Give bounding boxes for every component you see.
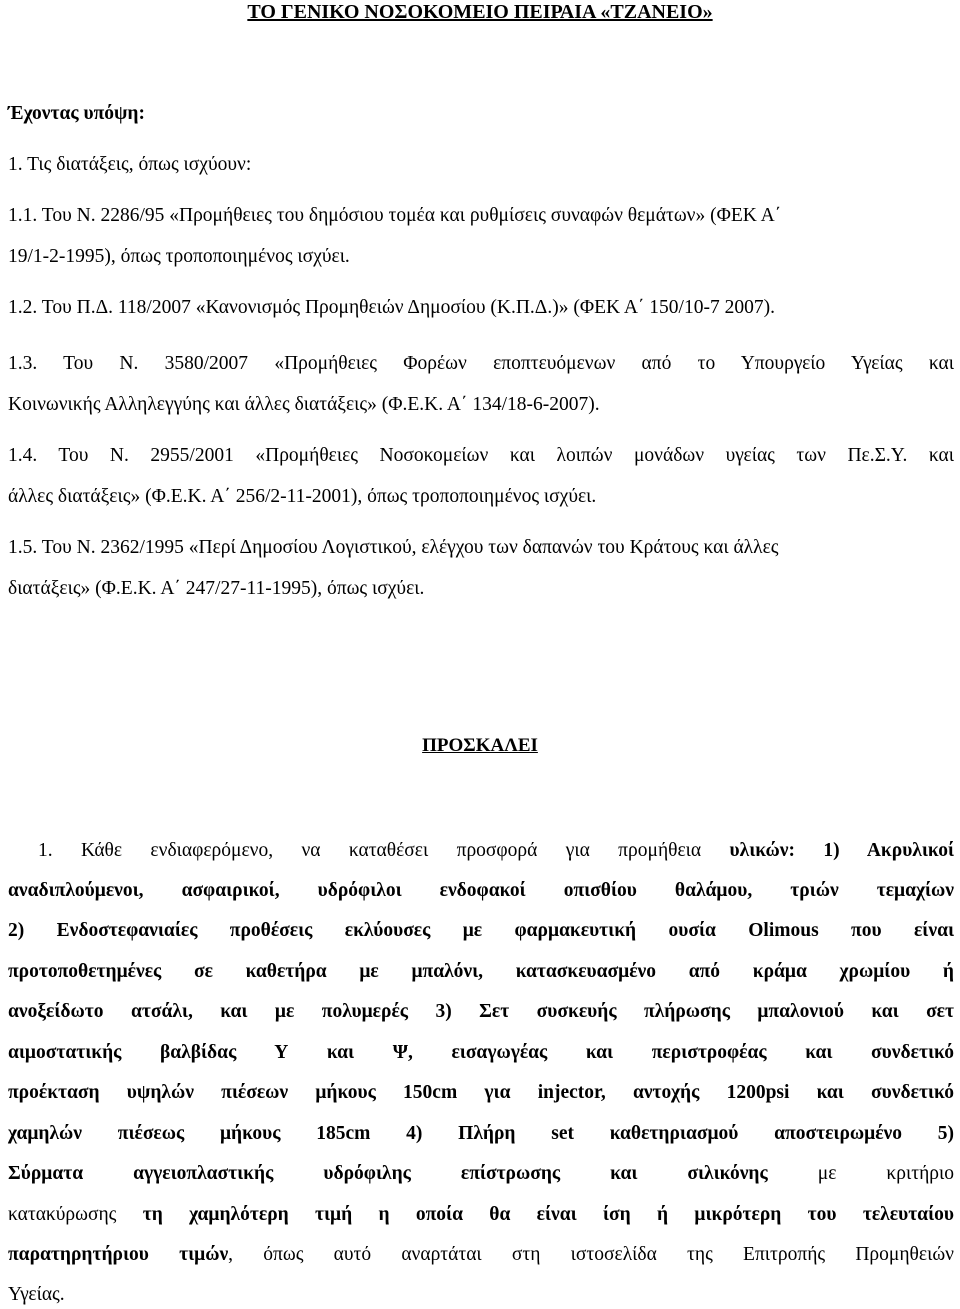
invite-row-7: προέκταση υψηλών πιέσεων μήκους 150cm για injector, αντοχής 1200psi και συνδετικό: [8, 1082, 954, 1103]
invite-row-3: 2) Ενδοστεφανιαίες προθέσεις εκλύουσες με φαρμακευτική ουσία Olimous που είναι: [8, 920, 954, 941]
document-title: ΤΟ ΓΕΝΙΚΟ ΝΟΣΟΚΟΜΕΙΟ ΠΕΙΡΑΙΑ «ΤΖΑΝΕΙΟ»: [247, 1, 713, 23]
item-1-5-line2: διατάξεις» (Φ.Ε.Κ. Α΄ 247/27-11-1995), όπως ισχύει.: [8, 578, 425, 599]
invite-row-11: παρατηρητήριου τιμών, όπως αυτό αναρτάται στη ιστοσελίδα της Επιτροπής Προμηθειών: [8, 1244, 954, 1265]
item-1-4-line1: 1.4. Του Ν. 2955/2001 «Προμήθειες Νοσοκομείων και λοιπών μονάδων υγείας των Πε.Σ.Υ. και: [8, 445, 954, 466]
considering-label: Έχοντας υπόψη:: [8, 103, 145, 124]
item-1: 1. Τις διατάξεις, όπως ισχύουν:: [8, 154, 252, 175]
item-1-1-line1: 1.1. Του Ν. 2286/95 «Προμήθειες του δημόσιου τομέα και ρυθμίσεις συναφών θεμάτων» (ΦΕΚ Α΄: [8, 205, 782, 226]
invite-row-8: χαμηλών πιέσεως μήκους 185cm 4) Πλήρη set καθετηριασμού αποστειρωμένο 5): [8, 1123, 954, 1144]
item-1-3-line2: Κοινωνικής Αλληλεγγύης και άλλες διατάξεις» (Φ.Ε.Κ. Α΄ 134/18-6-2007).: [8, 394, 600, 415]
invite-row-6: αιμοστατικής βαλβίδας Υ και Ψ, εισαγωγέας και περιστροφέας και συνδετικό: [8, 1042, 954, 1063]
invite-row-9: Σύρματα αγγειοπλαστικής υδρόφιλης επίστρωσης και σιλικόνης με κριτήριο: [8, 1163, 954, 1184]
invite-row-4: προτοποθετημένες σε καθετήρα με μπαλόνι, κατασκευασμένο από κράμα χρωμίου ή: [8, 961, 954, 982]
item-1-2-line1: 1.2. Του Π.Δ. 118/2007 «Κανονισμός Προμηθειών Δημοσίου (Κ.Π.Δ.)» (ΦΕΚ Α΄ 150/10-7 2007).: [8, 297, 775, 318]
invite-row-12: Υγείας.: [8, 1284, 65, 1305]
invite-row-1: 1. Κάθε ενδιαφερόμενο, να καταθέσει προσφορά για προμήθεια υλικών: 1) Ακρυλικοί: [38, 840, 954, 861]
item-1-4-line2: άλλες διατάξεις» (Φ.Ε.Κ. Α΄ 256/2-11-2001), όπως τροποποιημένος ισχύει.: [8, 486, 597, 507]
item-1-5-line1: 1.5. Του Ν. 2362/1995 «Περί Δημοσίου Λογιστικού, ελέγχου των δαπανών του Κράτους και άλλες: [8, 537, 779, 558]
item-1-1-line2: 19/1-2-1995), όπως τροποποιημένος ισχύει.: [8, 246, 350, 267]
item-1-3-line1: 1.3. Του Ν. 3580/2007 «Προμήθειες Φορέων εποπτευόμενων από το Υπουργείο Υγείας και: [8, 353, 954, 374]
invites-heading: ΠΡΟΣΚΑΛΕΙ: [422, 735, 538, 756]
invite-row-2: αναδιπλούμενοι, ασφαιρικοί, υδρόφιλοι ενδοφακοί οπισθίου θαλάμου, τριών τεμαχίων: [8, 880, 954, 901]
invite-row-5: ανοξείδωτο ατσάλι, και με πολυμερές 3) Σετ συσκευής πλήρωσης μπαλονιού και σετ: [8, 1001, 954, 1022]
invite-row-10: κατακύρωσης τη χαμηλότερη τιμή η οποία θα είναι ίση ή μικρότερη του τελευταίου: [8, 1204, 954, 1225]
